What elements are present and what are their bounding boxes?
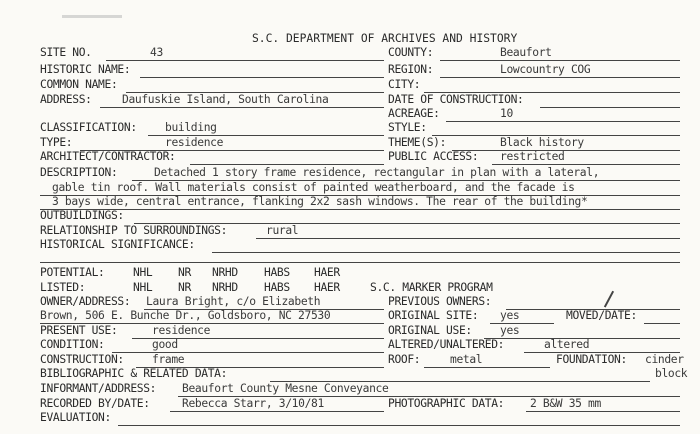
architect-line xyxy=(190,164,384,165)
site-no-line xyxy=(106,60,384,61)
previous-owners-label: PREVIOUS OWNERS: xyxy=(388,295,492,308)
relationship-value: rural xyxy=(266,224,299,237)
listed-haer: HAER xyxy=(314,281,340,294)
potential-label: POTENTIAL: xyxy=(40,266,105,279)
altered-value: altered xyxy=(544,338,590,351)
style-label: STYLE: xyxy=(388,121,427,134)
acreage-line xyxy=(446,121,680,122)
section-divider xyxy=(40,262,680,263)
owner-value-line-1: Laura Bright, c/o Elizabeth xyxy=(146,295,321,308)
address-line xyxy=(100,107,384,108)
potential-nrhd: NRHD xyxy=(212,266,238,279)
evaluation-line xyxy=(118,425,680,426)
moved-date-line xyxy=(644,323,680,324)
historic-name-line xyxy=(140,77,384,78)
condition-value: good xyxy=(152,338,178,351)
owner-value-line-2: Brown, 506 E. Bunche Dr., Goldsboro, NC 27530 xyxy=(40,309,331,322)
date-of-construction-line xyxy=(540,107,680,108)
bibliographic-label: BIBLIOGRAPHIC & RELATED DATA: xyxy=(40,367,228,380)
present-use-label: PRESENT USE: xyxy=(40,324,118,337)
region-line xyxy=(440,77,680,78)
listed-label: LISTED: xyxy=(40,281,86,294)
classification-value: building xyxy=(165,121,217,134)
informant-value: Beaufort County Mesne Conveyance xyxy=(182,382,389,395)
roof-line xyxy=(424,367,550,368)
moved-date-label: MOVED/DATE: xyxy=(566,309,637,322)
description-line-2: gable tin roof. Wall materials consist of painted weatherboard, and the facade is xyxy=(52,181,575,194)
pen-tick-mark xyxy=(604,291,614,308)
original-use-value: yes xyxy=(500,324,520,337)
themes-value: Black history xyxy=(500,136,584,149)
themes-line xyxy=(452,150,680,151)
description-rule-3 xyxy=(40,209,680,210)
photographic-data-line xyxy=(526,411,680,412)
region-label: REGION: xyxy=(388,63,434,76)
address-value: Daufuskie Island, South Carolina xyxy=(122,93,329,106)
evaluation-label: EVALUATION: xyxy=(40,411,111,424)
description-line-3: 3 bays wide, central entrance, flanking 2x2 sash windows. The rear of the building* xyxy=(52,195,588,208)
address-label: ADDRESS: xyxy=(40,93,92,106)
owner-label: OWNER/ADDRESS: xyxy=(40,295,131,308)
description-label: DESCRIPTION: xyxy=(40,166,118,179)
foundation-value-line-1: cinder xyxy=(645,353,684,366)
architect-label: ARCHITECT/CONTRACTOR: xyxy=(40,150,176,163)
marker-program: S.C. MARKER PROGRAM xyxy=(370,281,493,294)
potential-haer: HAER xyxy=(314,266,340,279)
relationship-label: RELATIONSHIP TO SURROUNDINGS: xyxy=(40,224,228,237)
potential-nhl: NHL xyxy=(133,266,153,279)
acreage-value: 10 xyxy=(500,107,513,120)
listed-habs: HABS xyxy=(264,281,290,294)
historic-name-label: HISTORIC NAME: xyxy=(40,63,131,76)
listed-nrhd: NRHD xyxy=(212,281,238,294)
public-access-label: PUBLIC ACCESS: xyxy=(388,150,479,163)
condition-label: CONDITION: xyxy=(40,338,105,351)
present-use-value: residence xyxy=(152,324,211,337)
ink-smudge xyxy=(62,15,122,18)
themes-label: THEME(S): xyxy=(388,136,447,149)
historical-significance-label: HISTORICAL SIGNIFICANCE: xyxy=(40,238,195,251)
altered-label: ALTERED/UNALTERED: xyxy=(388,338,505,351)
public-access-value: restricted xyxy=(500,150,565,163)
county-value: Beaufort xyxy=(500,46,552,59)
original-site-label: ORIGINAL SITE: xyxy=(388,309,479,322)
site-no-label: SITE NO. xyxy=(40,46,92,59)
original-use-label: ORIGINAL USE: xyxy=(388,324,472,337)
outbuildings-label: OUTBUILDINGS: xyxy=(40,209,124,222)
roof-value: metal xyxy=(450,353,483,366)
construction-label: CONSTRUCTION: xyxy=(40,353,124,366)
potential-nr: NR xyxy=(178,266,191,279)
original-site-value: yes xyxy=(500,309,520,322)
date-of-construction-label: DATE OF CONSTRUCTION: xyxy=(388,93,524,106)
public-access-line xyxy=(492,164,680,165)
common-name-label: COMMON NAME: xyxy=(40,78,118,91)
construction-value: frame xyxy=(152,353,185,366)
foundation-label: FOUNDATION: xyxy=(556,353,627,366)
listed-nhl: NHL xyxy=(133,281,153,294)
listed-nr: NR xyxy=(178,281,191,294)
roof-label: ROOF: xyxy=(388,353,421,366)
description-line-1: Detached 1 story frame residence, rectangular in plan with a lateral, xyxy=(154,166,600,179)
type-label: TYPE: xyxy=(40,136,73,149)
classification-label: CLASSIFICATION: xyxy=(40,121,137,134)
informant-label: INFORMANT/ADDRESS: xyxy=(40,382,157,395)
relationship-line xyxy=(256,238,680,239)
recorded-by-label: RECORDED BY/DATE: xyxy=(40,397,150,410)
acreage-label: ACREAGE: xyxy=(388,107,440,120)
recorded-by-line xyxy=(170,411,384,412)
historical-significance-line xyxy=(212,252,680,253)
region-value: Lowcountry COG xyxy=(500,63,591,76)
form-title: S.C. DEPARTMENT OF ARCHIVES AND HISTORY xyxy=(252,32,518,45)
foundation-value-line-2: block xyxy=(655,367,688,380)
type-value: residence xyxy=(165,136,224,149)
site-no-value: 43 xyxy=(150,46,163,59)
potential-habs: HABS xyxy=(264,266,290,279)
county-label: COUNTY: xyxy=(388,46,434,59)
county-line xyxy=(440,60,680,61)
recorded-by-value: Rebecca Starr, 3/10/81 xyxy=(182,397,324,410)
photographic-data-label: PHOTOGRAPHIC DATA: xyxy=(388,397,505,410)
city-label: CITY: xyxy=(388,78,421,91)
photographic-data-value: 2 B&W 35 mm xyxy=(530,397,601,410)
